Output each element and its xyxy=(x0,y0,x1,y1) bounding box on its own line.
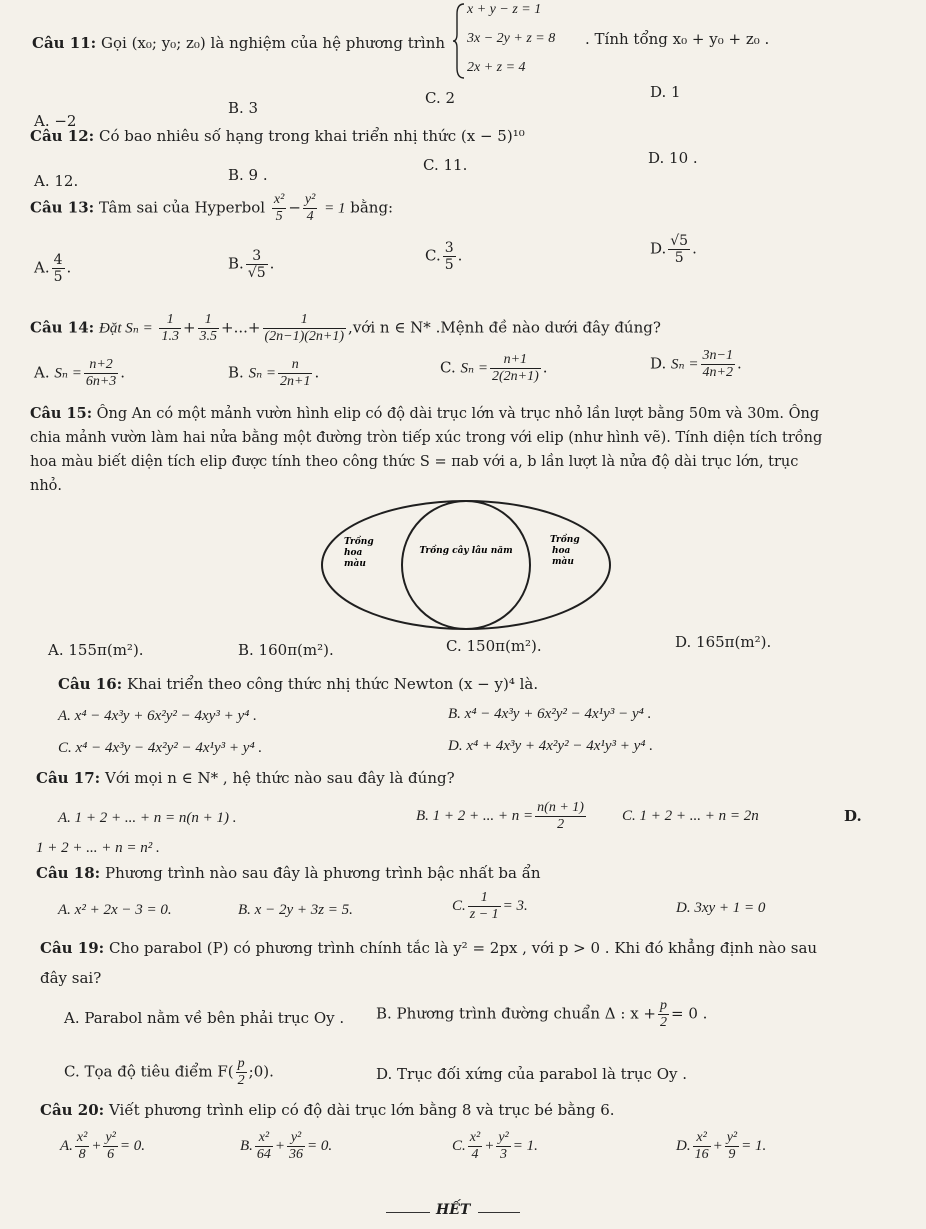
q18-option-d[interactable]: D. 3xy + 1 = 0 xyxy=(676,900,766,916)
q16-option-b[interactable]: B. x⁴ − 4x³y + 6x²y² − 4x¹y³ − y⁴ . xyxy=(448,706,652,722)
q11-tail: . Tính tổng x₀ + y₀ + z₀ . xyxy=(585,30,770,48)
system-brace xyxy=(452,2,466,80)
q18-label: Câu 18: xyxy=(36,864,101,882)
q14-stem: Câu 14: Đặt Sₙ = $\frac{1}{1.3}$ + $\frac{1}{3.5}$ +...+ $\frac{1}{(2n-1)(2n+1)}$ ,với n ∈ N* .Mệnh đề nào dưới đây đúng? xyxy=(30,312,661,345)
q20-option-c[interactable]: C. $\frac{\text{x²}}{4}$ + $\frac{\text{y²}}{3}$ = 1. xyxy=(452,1130,538,1163)
q16-label: Câu 16: xyxy=(58,675,123,693)
q19-option-a[interactable]: A. Parabol nằm về bên phải trục Oy . xyxy=(64,1009,345,1027)
system-eq-1: x + y − z = 1 xyxy=(467,2,542,17)
q15-option-c[interactable]: C. 150π(m²). xyxy=(446,637,542,655)
q16-option-a[interactable]: A. x⁴ − 4x³y + 6x²y² − 4xy³ + y⁴ . xyxy=(58,708,257,724)
q12-stem xyxy=(30,128,525,145)
q19-option-d[interactable]: D. Trục đối xứng của parabol là trục Oy . xyxy=(376,1065,688,1083)
q15-line-3: hoa màu biết diện tích elip được tính theo công thức S = πab với a, b lần lượt là nửa độ dài trục lớn, trục xyxy=(30,454,799,470)
q15-line-2: chia mảnh vườn làm hai nửa bằng một đường tròn tiếp xúc trong với elip (như hình vẽ). Tính diện tích trồng xyxy=(30,430,823,446)
left-label-1: Trồng xyxy=(344,537,374,547)
ellipse-garden-figure xyxy=(318,496,614,634)
q18-stem xyxy=(36,865,541,882)
q18-text: Phương trình nào sau đây là phương trình bậc nhất ba ẩn xyxy=(104,864,541,882)
q12-option-d[interactable]: D. 10 . xyxy=(648,149,698,167)
q17-option-c[interactable]: C. 1 + 2 + ... + n = 2n xyxy=(622,808,759,824)
q12-option-c[interactable]: C. 11. xyxy=(423,156,468,174)
right-label-3: màu xyxy=(552,557,574,567)
q12-option-a[interactable]: A. 12. xyxy=(34,172,79,190)
end-rule-right xyxy=(478,1212,520,1213)
q14-option-a[interactable]: A. Sₙ = $\frac{n+2}{6n+3}$ . xyxy=(34,357,126,390)
q12-label: Câu 12: xyxy=(30,127,95,145)
q17-option-a[interactable]: A. 1 + 2 + ... + n = n(n + 1) . xyxy=(58,810,237,826)
q14-lhs: Đặt Sₙ = xyxy=(98,320,153,337)
inscribed-circle xyxy=(402,501,530,629)
center-label: Trồng cây lâu năm xyxy=(419,546,513,556)
q19-line-2: đây sai? xyxy=(40,969,102,987)
q15-option-a[interactable]: A. 155π(m²). xyxy=(48,641,144,659)
q20-option-a[interactable]: A. $\frac{\text{x²}}{8}$ + $\frac{\text{y²}}{6}$ = 0. xyxy=(60,1130,146,1163)
q16-option-d[interactable]: D. x⁴ + 4x³y + 4x²y² − 4x¹y³ + y⁴ . xyxy=(448,738,653,754)
q13-option-c[interactable]: C. $\frac{3}{5}$ . xyxy=(425,240,463,274)
q13-option-b[interactable]: B. $\frac{3}{√5}$ . xyxy=(228,248,275,282)
q11-option-d[interactable]: D. 1 xyxy=(650,83,681,101)
q11-option-b[interactable]: B. 3 xyxy=(228,99,259,117)
system-eq-2: 3x − 2y + z = 8 xyxy=(467,31,556,46)
q20-option-d[interactable]: D. $\frac{\text{x²}}{16}$ + $\frac{\text{y²}}{9}$ = 1. xyxy=(676,1130,767,1163)
left-label-2: hoa xyxy=(344,548,363,558)
q17-label: Câu 17: xyxy=(36,769,101,787)
q15-line-1: Câu 15: Ông An có một mảnh vườn hình elip có độ dài trục lớn và trục nhỏ lần lượt bằng 50m và 30m. Ông xyxy=(30,405,820,422)
q20-option-b[interactable]: B. $\frac{\text{x²}}{64}$ + $\frac{\text{y²}}{36}$ = 0. xyxy=(240,1130,333,1163)
hyperbola-term-y: $\frac{\text{y²}}{4}$ xyxy=(304,192,316,225)
q12-option-b[interactable]: B. 9 . xyxy=(228,166,268,184)
q15-option-b[interactable]: B. 160π(m²). xyxy=(238,641,334,659)
q13-option-d[interactable]: D. $\frac{√5}{5}$ . xyxy=(650,233,697,267)
q18-option-b[interactable]: B. x − 2y + 3z = 5. xyxy=(238,902,353,918)
q12-text: Có bao nhiêu số hạng trong khai triển nhị thức (x − 5)¹⁰ xyxy=(98,127,525,145)
q14-option-d[interactable]: D. Sₙ = $\frac{3n-1}{4n+2}$ . xyxy=(650,348,742,381)
q20-text: Viết phương trình elip có độ dài trục lớn bằng 8 và trục bé bằng 6. xyxy=(108,1101,615,1119)
q17-option-d-letter[interactable]: D. xyxy=(844,807,862,825)
q16-text: Khai triển theo công thức nhị thức Newton (x − y)⁴ là. xyxy=(126,675,539,693)
q11-label: Câu 11: xyxy=(32,34,97,52)
q18-option-c[interactable]: C. $\frac{1}{z - 1}$ = 3. xyxy=(452,890,528,923)
q13-label: Câu 13: xyxy=(30,198,95,217)
q19-line-1: Câu 19: Cho parabol (P) có phương trình chính tắc là y² = 2px , với p > 0 . Khi đó khẳng định nào sau xyxy=(40,939,818,957)
q17-text: Với mọi n ∈ N* , hệ thức nào sau đây là đúng? xyxy=(104,769,455,787)
system-eq-3: 2x + z = 4 xyxy=(467,60,526,75)
q19-option-c[interactable]: C. Tọa độ tiêu điểm F( $\frac{p}{2}$ ;0). xyxy=(64,1056,274,1089)
q11-option-a[interactable]: A. −2 xyxy=(34,112,77,130)
q13-option-a[interactable]: A. $\frac{4}{5}$ . xyxy=(34,252,72,286)
q17-option-d[interactable]: 1 + 2 + ... + n = n² . xyxy=(36,840,160,856)
q14-option-b[interactable]: B. Sₙ = $\frac{n}{2n+1}$ . xyxy=(228,357,320,390)
q14-option-c[interactable]: C. Sₙ = $\frac{n+1}{2(2n+1)}$ . xyxy=(440,352,548,385)
q17-stem xyxy=(36,770,455,787)
hyperbola-rhs: = 1 xyxy=(324,200,346,217)
q20-stem xyxy=(40,1102,615,1119)
q14-label: Câu 14: xyxy=(30,318,95,337)
q11-stem xyxy=(32,35,445,52)
q15-option-d[interactable]: D. 165π(m²). xyxy=(675,633,772,651)
q13-text: Tâm sai của Hyperbol xyxy=(98,198,266,217)
q17-option-b[interactable]: B. 1 + 2 + ... + n = $\frac{n(n + 1)}{2}$ xyxy=(416,800,584,833)
q15-label: Câu 15: xyxy=(30,405,93,422)
q15-line-4: nhỏ. xyxy=(30,478,63,494)
left-label-3: màu xyxy=(344,559,366,569)
right-label-2: hoa xyxy=(552,546,571,556)
end-marker: HẾT xyxy=(436,1202,471,1218)
q20-label: Câu 20: xyxy=(40,1101,105,1119)
q11-text: Gọi (x₀; y₀; z₀) là nghiệm của hệ phương trình xyxy=(100,34,446,52)
end-rule-left xyxy=(386,1212,430,1213)
right-label-1: Trồng xyxy=(550,535,580,545)
q16-option-c[interactable]: C. x⁴ − 4x³y − 4x²y² − 4x¹y³ + y⁴ . xyxy=(58,740,263,756)
q13-stem: Câu 13: Tâm sai của Hyperbol $\frac{\text{x²}}{5}$ − $\frac{\text{y²}}{4}$ = 1 bằng: xyxy=(30,192,394,225)
q19-option-b[interactable]: B. Phương trình đường chuẩn Δ : x + $\frac{p}{2}$ = 0 . xyxy=(376,998,708,1031)
q16-stem xyxy=(58,676,538,693)
q11-option-c[interactable]: C. 2 xyxy=(425,89,456,107)
hyperbola-term-x: $\frac{\text{x²}}{5}$ xyxy=(273,192,285,225)
q13-tail: bằng: xyxy=(350,198,394,217)
q14-tail: ,với n ∈ N* .Mệnh đề nào dưới đây đúng? xyxy=(348,318,661,337)
q18-option-a[interactable]: A. x² + 2x − 3 = 0. xyxy=(58,902,172,918)
q19-label: Câu 19: xyxy=(40,939,105,957)
